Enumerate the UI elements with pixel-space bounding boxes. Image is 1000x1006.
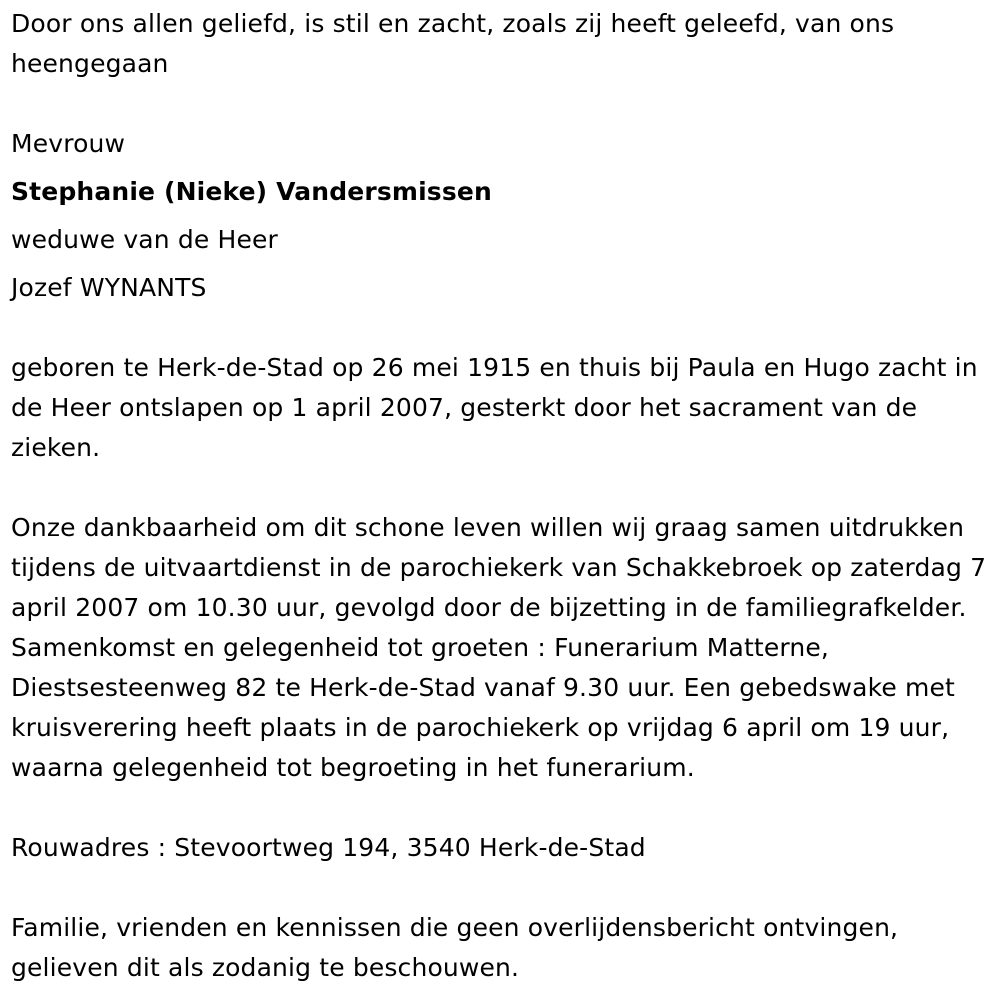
spacer bbox=[11, 308, 990, 348]
ceremony-paragraph: Onze dankbaarheid om dit schone leven willen wij graag samen uitdrukken tijdens de uitvaartdienst in de parochiekerk van Schakkebroek op zaterdag 7 april 2007 om 10.30 uur, gevolgd door de bijzetting in de familiegrafkelder. Samenkomst en gelegenheid tot groeten : Funerarium Matterne, Diestsesteenweg 82 te Herk-de-Stad vanaf 9.30 uur. Een gebedswake met kruisverering heeft plaats in de parochiekerk op vrijdag 6 april om 19 uur, waarna gelegenheid tot begroeting in het funerarium. bbox=[11, 513, 987, 782]
spacer bbox=[11, 468, 990, 508]
spouse-name: Jozef WYNANTS bbox=[11, 273, 207, 302]
intro-text: Door ons allen geliefd, is stil en zacht, zoals zij heeft geleefd, van ons heengegaan bbox=[11, 9, 895, 78]
relation-text: weduwe van de Heer bbox=[11, 225, 278, 254]
deceased-name: Stephanie (Nieke) Vandersmissen bbox=[11, 177, 492, 206]
spacer bbox=[11, 788, 990, 828]
mourning-address: Rouwadres : Stevoortweg 194, 3540 Herk-de-Stad bbox=[11, 833, 646, 862]
birth-death-paragraph: geboren te Herk-de-Stad op 26 mei 1915 en thuis bij Paula en Hugo zacht in de Heer ontslapen op 1 april 2007, gesterkt door het sacrament van de zieken. bbox=[11, 353, 978, 462]
spacer bbox=[11, 84, 990, 124]
spacer bbox=[11, 868, 990, 908]
closing-paragraph: Familie, vrienden en kennissen die geen overlijdensbericht ontvingen, gelieven dit als zodanig te beschouwen. bbox=[11, 913, 899, 982]
salutation: Mevrouw bbox=[11, 129, 126, 158]
